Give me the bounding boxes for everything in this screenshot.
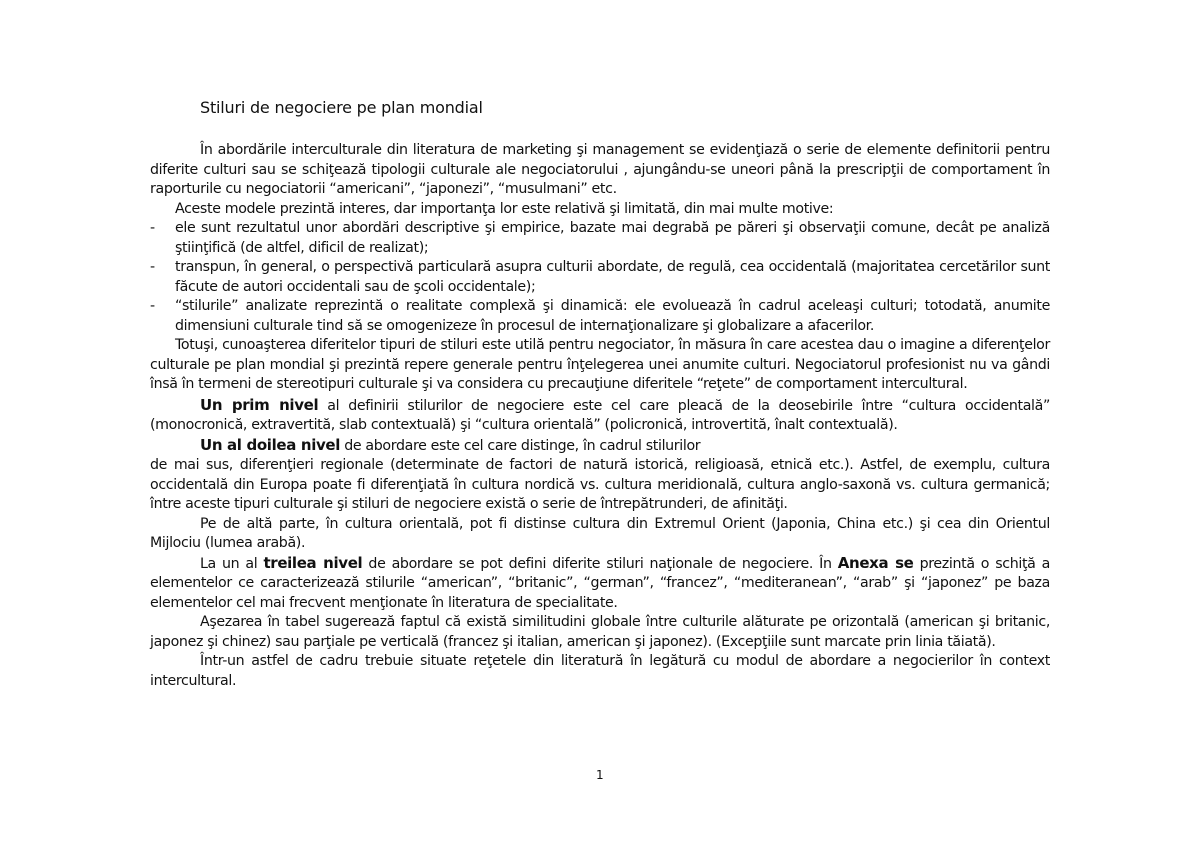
paragraph-models: Aceste modele prezintă interes, dar importanţa lor este relativă şi limitată, din mai multe motive: xyxy=(175,200,834,217)
bullet-text: “stilurile” analizate reprezintă o realitate complexă şi dinamică: ele evoluează în cadrul aceleaşi culturi; totodată, anumite dimensiuni culturale tind să se omogenizeze în procesul de internaţionalizare şi globalizare a afacerilor. xyxy=(175,298,1050,334)
paragraph-second-level xyxy=(150,436,1050,457)
third-level-text: de abordare se pot defini diferite stiluri naţionale de negociere. În xyxy=(362,555,838,572)
bullet-item-1 xyxy=(150,219,1050,258)
third-level-lead: La un al xyxy=(200,555,264,572)
first-level-heading: Un prim nivel xyxy=(200,395,319,414)
document-title: Stiluri de negociere pe plan mondial xyxy=(200,98,483,117)
paragraph-conclusion: Într-un astfel de cadru trebuie situate reţetele din literatură în legătură cu modul de abordare a negocierilor în context intercultural. xyxy=(150,653,1050,689)
bullet-text: ele sunt rezultatul unor abordări descriptive şi empirice, bazate mai degrabă pe păreri şi observaţii comune, decât pe analiză ştiinţifică (de altfel, dificil de realizat); xyxy=(175,220,1050,256)
second-level-text: de abordare este cel care distinge, în cadrul stilurilor xyxy=(340,437,701,454)
bullet-text: transpun, în general, o perspectivă particulară asupra culturii abordate, de regulă, cea occidentală (majoritatea cercetărilor sunt făcute de autori occidentali sau de şcoli occidentale); xyxy=(175,259,1050,295)
bullet-dash: - xyxy=(150,220,155,236)
page-number: 1 xyxy=(596,768,604,782)
paragraph-intro: În abordările interculturale din literatura de marketing şi management se evidenţiază o serie de elemente definitorii pentru diferite culturi sau se schiţează tipologii culturale ale negociatorului , ajungându-se uneori până la prescripţii de comportament în raporturile cu negociatorii “americani”, “japonezi”, “musulmani” etc. xyxy=(150,142,1050,197)
second-level-heading: Un al doilea nivel xyxy=(200,435,341,454)
paragraph-third-level xyxy=(150,554,1050,614)
bullet-dash: - xyxy=(150,298,155,314)
paragraph-table: Aşezarea în tabel sugerează faptul că există similitudini globale între culturile alăturate pe orizontală (american şi britanic, japonez şi chinez) sau parţiale pe verticală (francez şi italian, american şi japonez). (Excepţiile sunt marcate prin linia tăiată). xyxy=(150,614,1050,650)
document-body xyxy=(150,141,1050,691)
paragraph-regional: de mai sus, diferenţieri regionale (determinate de factori de natură istorică, religioasă, etnică etc.). Astfel, de exemplu, cultura occidentală din Europa poate fi diferenţiată în cultura nordică vs. cultura meridională, cultura anglo-saxonă vs. cultura germanică; între aceste tipuri culturale şi stiluri de negociere există o serie de întrepătrunderi, de afinităţi. xyxy=(150,457,1050,512)
first-level-text: al definirii stilurilor de negociere este cel care pleacă de la deosebirile între “cultura occidentală” (monocronică, extravertită, slab contextuală) şi “cultura orientală” (policronică, introvertită, înalt contextuală). xyxy=(150,397,1050,433)
annex-reference: Anexa se xyxy=(837,553,914,572)
paragraph-orient: Pe de altă parte, în cultura orientală, pot fi distinse cultura din Extremul Orient (Japonia, China etc.) şi cea din Orientul Mijlociu (lumea arabă). xyxy=(150,515,1050,551)
third-level-text-end: prezintă o schiţă a elementelor ce caracterizează stilurile “american”, “britanic”, “german”, “francez”, “mediteranean”, “arab” şi “japonez” pe baza elementelor cel mai frecvent menţionate în literatura de specialitate. xyxy=(150,555,1050,611)
paragraph-first-level xyxy=(150,396,1050,436)
bullet-item-2 xyxy=(150,258,1050,297)
third-level-heading: treilea nivel xyxy=(263,553,363,572)
paragraph-knowledge: Totuşi, cunoaşterea diferitelor tipuri de stiluri este utilă pentru negociator, în măsura în care acestea dau o imagine a diferenţelor culturale pe plan mondial şi prezintă repere generale pentru înţelegerea unei anumite culturi. Negociatorul profesionist nu va gândi însă în termeni de stereotipuri culturale şi va considera cu precauţiune diferitele “reţete” de comportament intercultural. xyxy=(150,337,1050,392)
bullet-dash: - xyxy=(150,259,155,275)
bullet-item-3 xyxy=(150,297,1050,336)
